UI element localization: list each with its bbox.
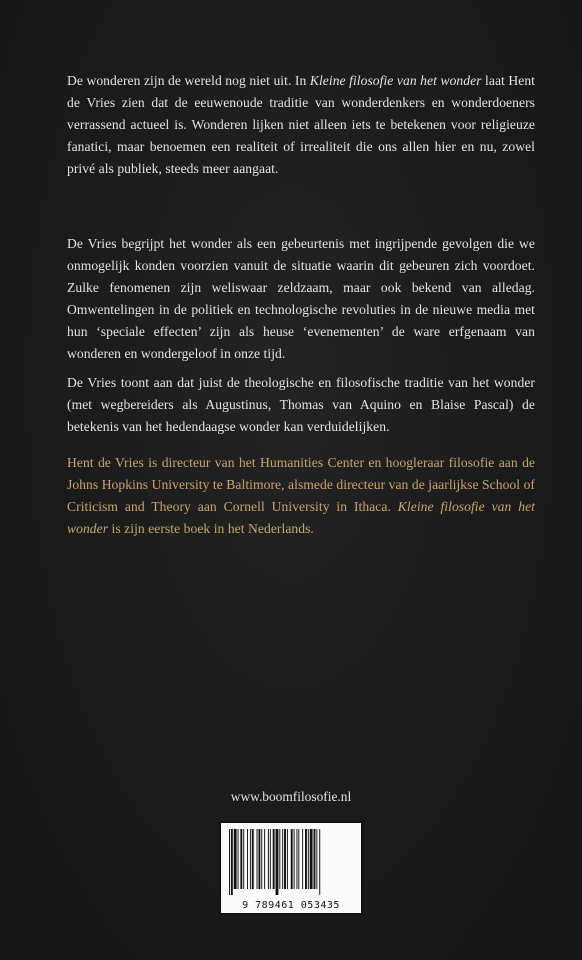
barcode-bars	[227, 829, 355, 895]
barcode-bar	[298, 829, 299, 889]
author-bio-text-end: is zijn eerste boek in het Nederlands.	[108, 521, 314, 536]
paragraph-definition: De Vries begrijpt het wonder als een gebeurtenis met ingrijpende gevolgen die we onmogelijk konden voorzien vanuit de situatie waarin dit gebeuren zich voordoet. Zulke fenomenen zijn weliswaar zeldzaam, maar ook bekend van alledag. Omwentelingen in de politiek en technologische revoluties in de nieuwe media met hun ‘speciale effecten’ zijn als heuse ‘evenementen’ de ware erfgenaam van wonderen en wondergeloof in onze tijd.	[67, 236, 535, 361]
barcode-bar	[302, 829, 303, 889]
barcode-bar	[273, 829, 275, 889]
author-bio-text-start: Hent de Vries is directeur van het Humanities Center en hoogleraar filosofie aan de Johns Hopkins University te Baltimore, alsmede directeur van de jaarlijkse School of Criticism and Theory aan Cornell University in Ithaca.	[67, 455, 535, 514]
barcode-bar	[282, 829, 283, 889]
barcode-bar	[234, 829, 237, 889]
barcode-bar	[240, 829, 242, 889]
barcode-bar	[257, 829, 258, 889]
barcode-bar	[238, 829, 239, 889]
barcode-bar	[305, 829, 307, 889]
barcode-bar	[276, 829, 279, 895]
barcode-bar	[258, 829, 260, 889]
barcode-bar	[270, 829, 271, 889]
barcode-bar	[291, 829, 293, 889]
isbn-number: 9 789461 053435	[242, 900, 340, 911]
paragraph-intro	[67, 70, 535, 180]
paragraph-tradition: De Vries toont aan dat juist de theologische en filosofische traditie van het wonder (met wegbereiders als Augustinus, Thomas van Aquino en Blaise Pascal) de betekenis van het hedendaagse wonder kan verduidelijken.	[67, 375, 535, 434]
book-title-italic-bio: Kleine filosofie van het wonder	[67, 499, 535, 536]
barcode-bar	[268, 829, 269, 889]
paragraph-intro-text-start: De wonderen zijn de wereld nog niet uit. In	[67, 73, 310, 88]
barcode-bar	[314, 829, 316, 889]
barcode-bar	[316, 829, 317, 889]
barcode-bar	[284, 829, 286, 889]
barcode-bar	[294, 829, 295, 889]
book-title-italic: Kleine filosofie van het wonder	[309, 73, 482, 88]
barcode-bar	[264, 829, 265, 889]
barcode-bar	[247, 829, 248, 889]
barcode-bar	[231, 829, 233, 895]
barcode-bar	[310, 829, 313, 889]
barcode-bar	[319, 829, 320, 895]
barcode-bar	[296, 829, 297, 889]
barcode-bar	[252, 829, 254, 889]
barcode-bar	[279, 829, 280, 889]
barcode-bar	[287, 829, 288, 889]
isbn-barcode	[219, 821, 363, 915]
barcode-bar	[243, 829, 244, 889]
barcode-bar	[229, 829, 230, 895]
barcode-bar	[261, 829, 262, 889]
barcode-bar	[308, 829, 309, 889]
paragraph-intro-text-end: laat Hent de Vries zien dat de eeuwenoude traditie van wonderdenkers en wonderdoeners verrassend actueel is. Wonderen lijken niet alleen iets te betekenen voor religieuze fanatici, maar benoemen een realiteit of irrealiteit die ons allen hier en nu, zowel privé als publiek, steeds meer aangaat.	[67, 73, 536, 176]
author-bio	[67, 452, 535, 540]
publisher-url: www.boomfilosofie.nl	[230, 789, 352, 804]
barcode-bar	[250, 829, 251, 889]
